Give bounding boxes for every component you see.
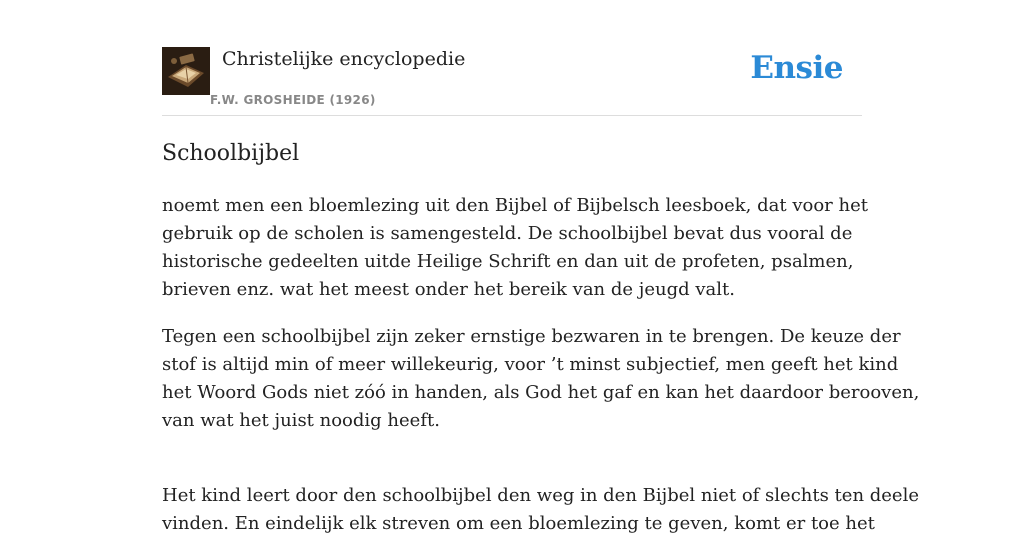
encyclopedia-title[interactable]: Christelijke encyclopedie [222,48,466,70]
text-line: historische gedeelten uitde Heilige Schrift en dan uit de profeten, psalmen, [162,251,854,272]
text-line: brieven enz. wat het meest onder het bereik van de jeugd valt. [162,279,735,300]
text-line: stof is altijd min of meer willekeurig, voor ’t minst subjectief, men geeft het kind [162,354,899,375]
header [162,46,862,116]
encyclopedia-avatar[interactable] [162,47,210,95]
author-byline: F.W. GROSHEIDE (1926) [210,93,376,107]
paragraph [162,482,919,538]
book-image-icon [162,47,210,95]
text-line: Het kind leert door den schoolbijbel den weg in den Bijbel niet of slechts ten deele [162,485,919,506]
paragraph [162,192,868,304]
text-line: gebruik op de scholen is samengesteld. De schoolbijbel bevat dus vooral de [162,223,853,244]
text-line: van wat het juist noodig heeft. [162,410,440,431]
article-body [162,192,920,538]
text-line: het Woord Gods niet zóó in handen, als God het gaf en kan het daardoor berooven, [162,382,920,403]
text-line: noemt men een bloemlezing uit den Bijbel of Bijbelsch leesboek, dat voor het [162,195,868,216]
article-title: Schoolbijbel [162,141,300,166]
text-line: Tegen een schoolbijbel zijn zeker ernstige bezwaren in te brengen. De keuze der [162,326,901,347]
text-line: vinden. En eindelijk elk streven om een bloemlezing te geven, komt er toe het [162,513,875,534]
brand-logo[interactable]: Ensie [750,50,843,86]
paragraph [162,323,920,435]
